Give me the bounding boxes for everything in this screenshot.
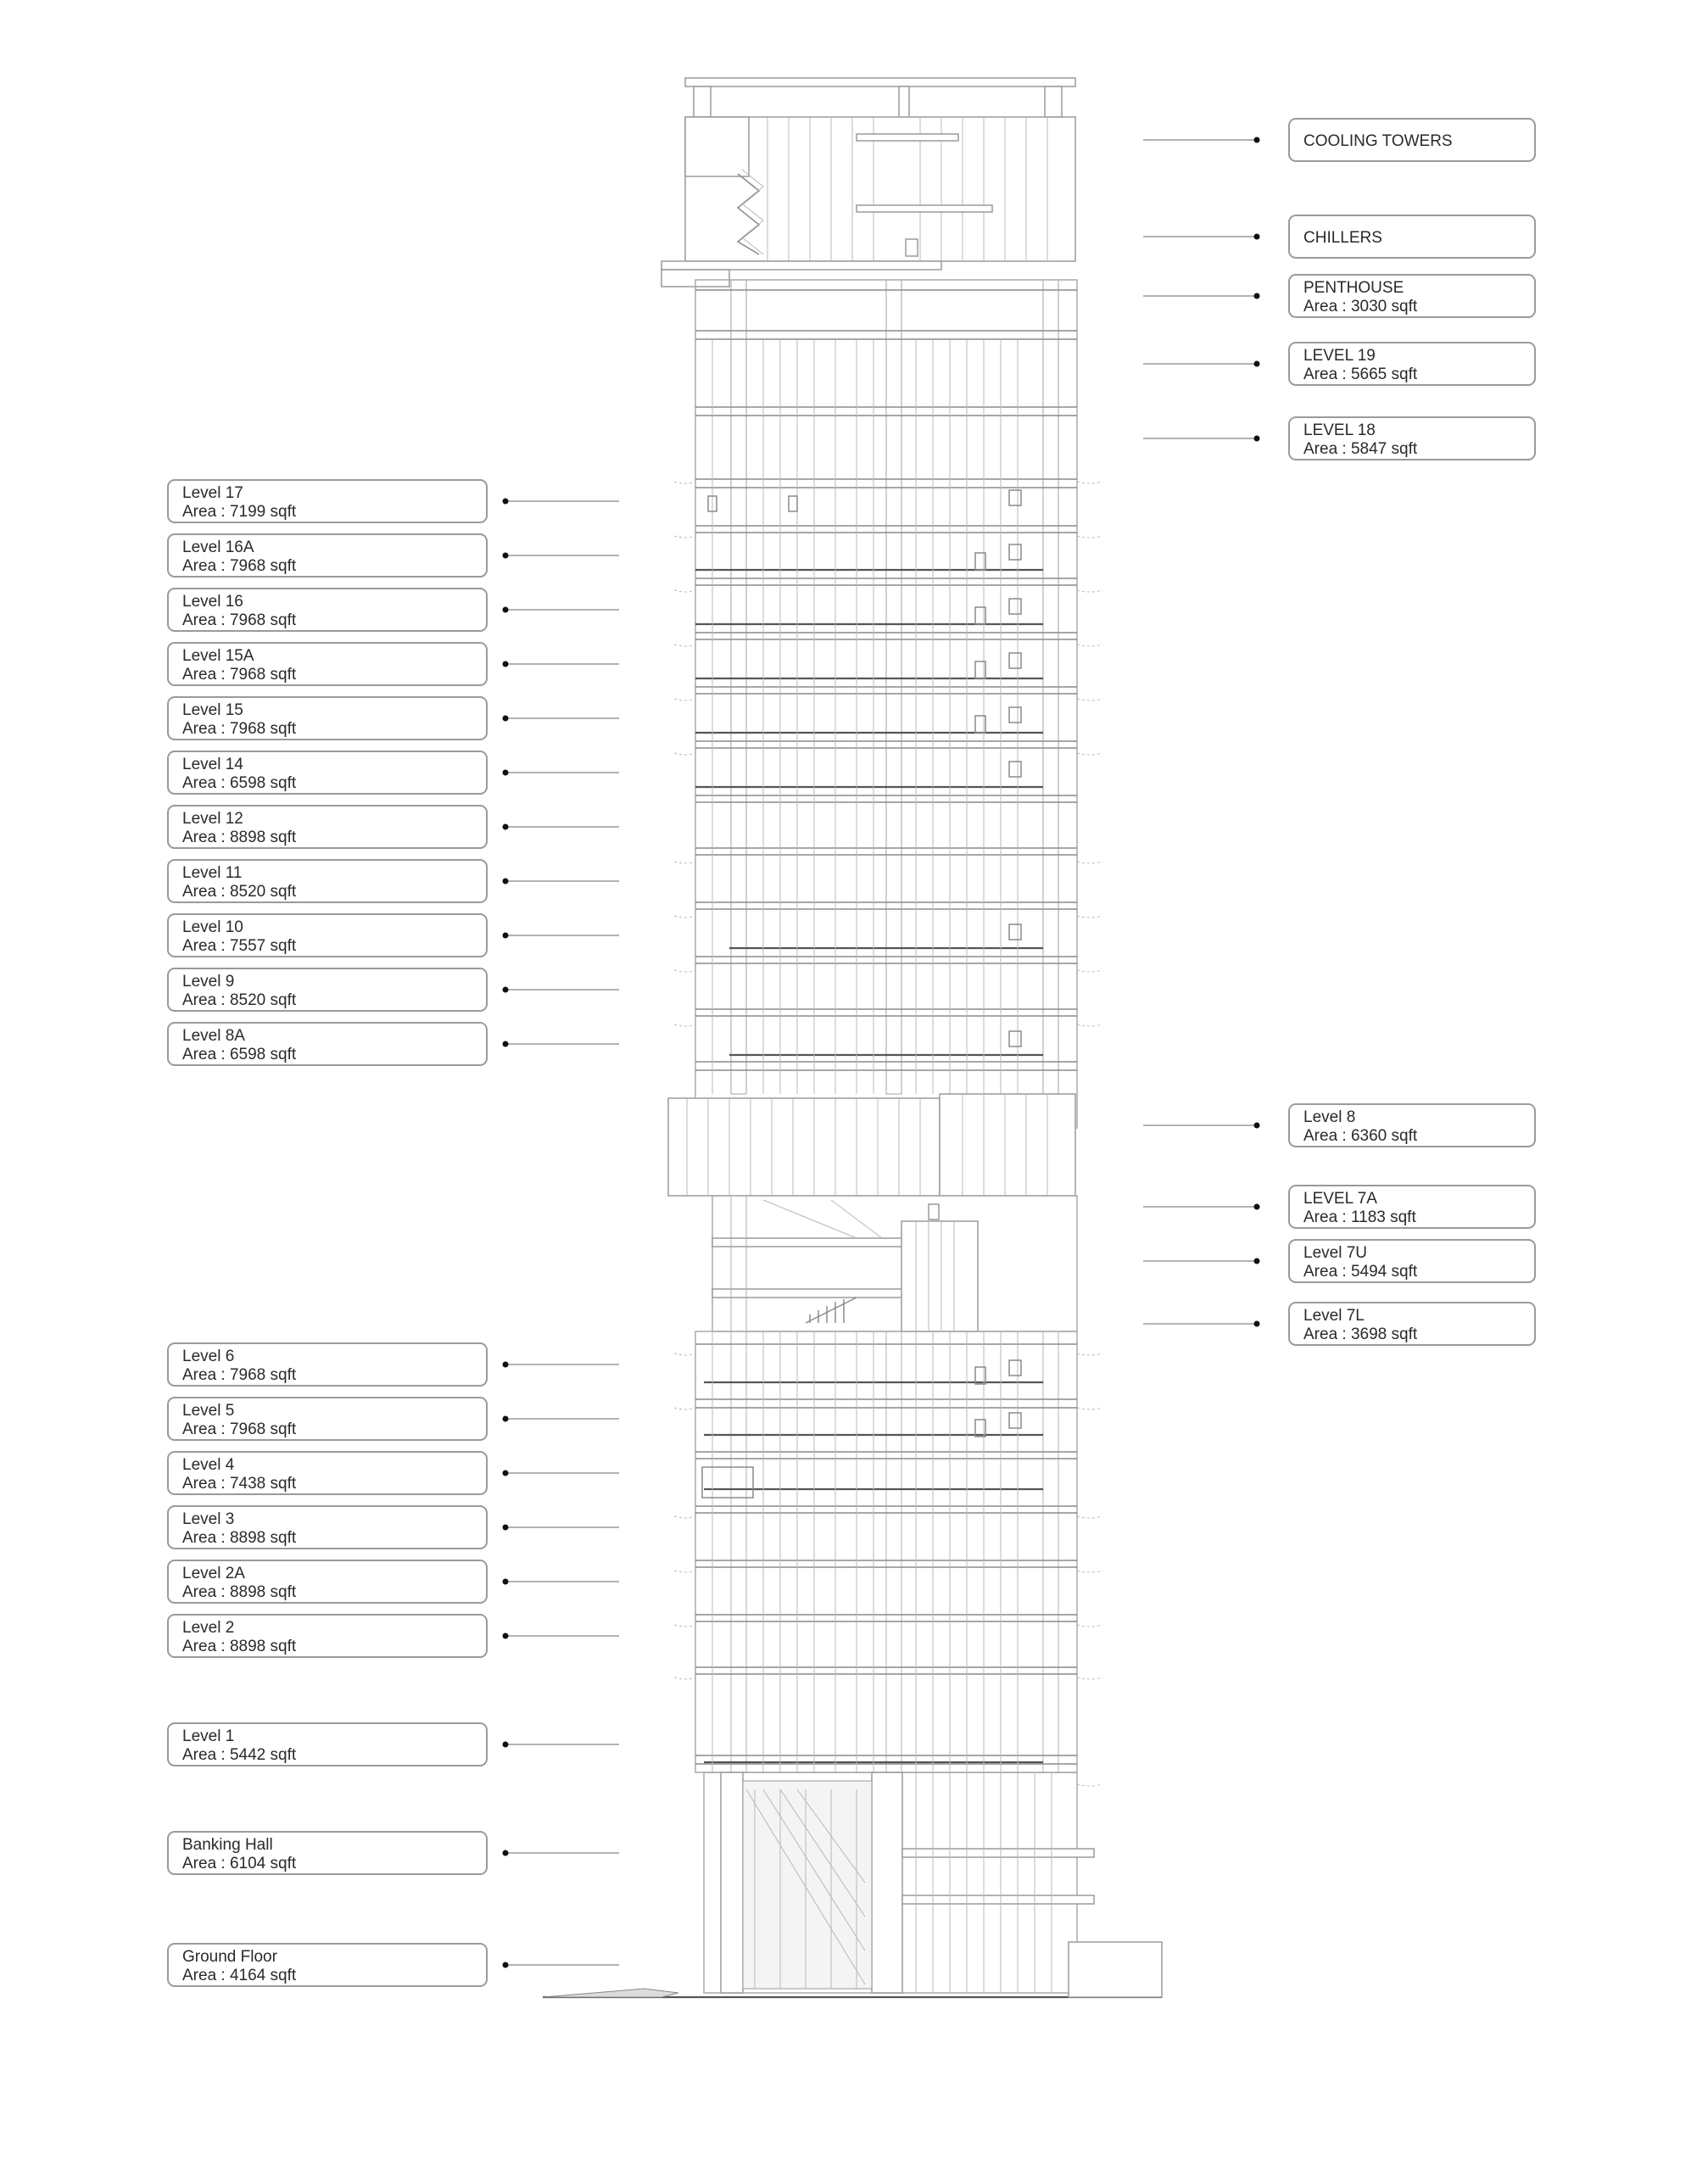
level-area: Area : 5494 sqft — [1303, 1263, 1418, 1281]
level-name: Level 11 — [182, 864, 243, 882]
level-label-penthouse — [1143, 275, 1535, 317]
level-area: Area : 7968 sqft — [182, 1420, 297, 1438]
level-label-level-6 — [168, 1343, 619, 1386]
level-area: Area : 6360 sqft — [1303, 1127, 1418, 1145]
leader-dot — [503, 661, 509, 667]
level-area: Area : 8520 sqft — [182, 883, 297, 901]
level-name: LEVEL 7A — [1303, 1190, 1377, 1208]
leader-dot — [503, 933, 509, 939]
level-name: Level 17 — [182, 484, 243, 502]
level-name: PENTHOUSE — [1303, 279, 1404, 297]
leader-dot — [1254, 361, 1260, 367]
right-labels — [1143, 119, 1535, 1345]
upper-floors — [674, 280, 1102, 1128]
level-area: Area : 6598 sqft — [182, 1046, 297, 1063]
level-label-cooling-towers — [1143, 119, 1535, 161]
level-area: Area : 5665 sqft — [1303, 366, 1418, 383]
level-label-level-7u — [1143, 1240, 1535, 1282]
level-label-level-18 — [1143, 417, 1535, 460]
level-area: Area : 7968 sqft — [182, 1366, 297, 1384]
leader-dot — [1254, 1321, 1260, 1327]
level-name: Level 4 — [182, 1456, 235, 1474]
level-label-level-1 — [168, 1723, 619, 1766]
level-label-level-5 — [168, 1398, 619, 1440]
level-area: Area : 6598 sqft — [182, 774, 297, 792]
level-name: Ground Floor — [182, 1948, 277, 1966]
level-name: COOLING TOWERS — [1303, 132, 1453, 150]
level-name: LEVEL 19 — [1303, 347, 1376, 365]
leader-dot — [1254, 137, 1260, 143]
leader-dot — [503, 1471, 509, 1476]
level-name: Level 1 — [182, 1727, 235, 1745]
level-8-block — [668, 1094, 1075, 1196]
level-name: Level 3 — [182, 1510, 235, 1528]
level-area: Area : 7438 sqft — [182, 1475, 297, 1493]
leader-dot — [1254, 293, 1260, 299]
level-label-level-15a — [168, 643, 619, 685]
level-label-level-12 — [168, 806, 619, 848]
level-name: Level 8A — [182, 1027, 245, 1045]
leader-dot — [1254, 436, 1260, 442]
level-label-level-11 — [168, 860, 619, 902]
level-label-level-16 — [168, 589, 619, 631]
level-name: Level 16 — [182, 593, 243, 611]
level-label-level-19 — [1143, 343, 1535, 385]
leader-dot — [1254, 1259, 1260, 1264]
level-name: Level 6 — [182, 1348, 235, 1365]
level-label-level-8a — [168, 1023, 619, 1065]
leader-dot — [503, 607, 509, 613]
level-label-level-16a — [168, 534, 619, 577]
level-label-level-2 — [168, 1615, 619, 1657]
level-area: Area : 7968 sqft — [182, 611, 297, 629]
level-label-level-2a — [168, 1560, 619, 1603]
leader-dot — [1254, 1204, 1260, 1210]
level-area: Area : 6104 sqft — [182, 1855, 297, 1872]
level-name: Level 12 — [182, 810, 243, 828]
level-label-level-7l — [1143, 1303, 1535, 1345]
level-area: Area : 8898 sqft — [182, 829, 297, 846]
level-name: Level 2 — [182, 1619, 235, 1637]
level-area: Area : 4164 sqft — [182, 1967, 297, 1984]
leader-dot — [503, 1416, 509, 1422]
leader-dot — [503, 987, 509, 993]
level-area: Area : 7968 sqft — [182, 666, 297, 684]
level-7-atrium — [712, 1196, 1077, 1331]
leader-dot — [503, 1362, 509, 1368]
level-area: Area : 5847 sqft — [1303, 440, 1418, 458]
level-name: Level 8 — [1303, 1108, 1356, 1126]
banking-hall-podium — [704, 1772, 1162, 1997]
leader-dot — [503, 770, 509, 776]
left-labels — [168, 480, 619, 1986]
level-label-level-14 — [168, 751, 619, 794]
level-name: LEVEL 18 — [1303, 421, 1376, 439]
level-name: Level 7L — [1303, 1307, 1365, 1325]
leader-dot — [503, 1633, 509, 1639]
level-name: Level 7U — [1303, 1244, 1367, 1262]
leader-dot — [503, 1742, 509, 1748]
leader-dot — [503, 1850, 509, 1856]
level-area: Area : 7968 sqft — [182, 720, 297, 738]
level-area: Area : 7557 sqft — [182, 937, 297, 955]
level-area: Area : 1183 sqft — [1303, 1208, 1416, 1226]
level-name: Banking Hall — [182, 1836, 273, 1854]
level-name: Level 9 — [182, 973, 235, 991]
level-label-banking-hall — [168, 1832, 619, 1874]
building-elevation — [543, 78, 1162, 1997]
leader-dot — [503, 553, 509, 559]
leader-dot — [503, 824, 509, 830]
level-area: Area : 8898 sqft — [182, 1638, 297, 1655]
level-label-level-3 — [168, 1506, 619, 1549]
level-area: Area : 7199 sqft — [182, 503, 297, 521]
level-name: Level 15 — [182, 701, 243, 719]
level-label-chillers — [1143, 215, 1535, 258]
leader-dot — [1254, 1123, 1260, 1129]
level-name: Level 15A — [182, 647, 254, 665]
level-area: Area : 3030 sqft — [1303, 298, 1418, 315]
level-area: Area : 8520 sqft — [182, 991, 297, 1009]
level-label-level-9 — [168, 968, 619, 1011]
level-label-level-10 — [168, 914, 619, 957]
level-name: Level 14 — [182, 756, 243, 773]
level-name: CHILLERS — [1303, 229, 1382, 247]
level-label-level-7a — [1143, 1186, 1535, 1228]
leader-dot — [503, 1579, 509, 1585]
level-area: Area : 8898 sqft — [182, 1583, 297, 1601]
level-area: Area : 5442 sqft — [182, 1746, 297, 1764]
level-name: Level 10 — [182, 918, 243, 936]
level-label-ground-floor — [168, 1944, 619, 1986]
level-area: Area : 7968 sqft — [182, 557, 297, 575]
level-area: Area : 8898 sqft — [182, 1529, 297, 1547]
leader-dot — [503, 499, 509, 505]
leader-dot — [503, 1525, 509, 1531]
leader-dot — [1254, 234, 1260, 240]
level-name: Level 2A — [182, 1565, 245, 1582]
level-label-level-8 — [1143, 1104, 1535, 1147]
level-label-level-15 — [168, 697, 619, 739]
lower-floors — [674, 1331, 1102, 1786]
level-label-level-4 — [168, 1452, 619, 1494]
level-name: Level 5 — [182, 1402, 235, 1420]
leader-dot — [503, 1041, 509, 1047]
leader-dot — [503, 716, 509, 722]
level-area: Area : 3698 sqft — [1303, 1325, 1418, 1343]
leader-dot — [503, 1962, 509, 1968]
level-label-level-17 — [168, 480, 619, 522]
level-name: Level 16A — [182, 539, 254, 556]
leader-dot — [503, 879, 509, 885]
